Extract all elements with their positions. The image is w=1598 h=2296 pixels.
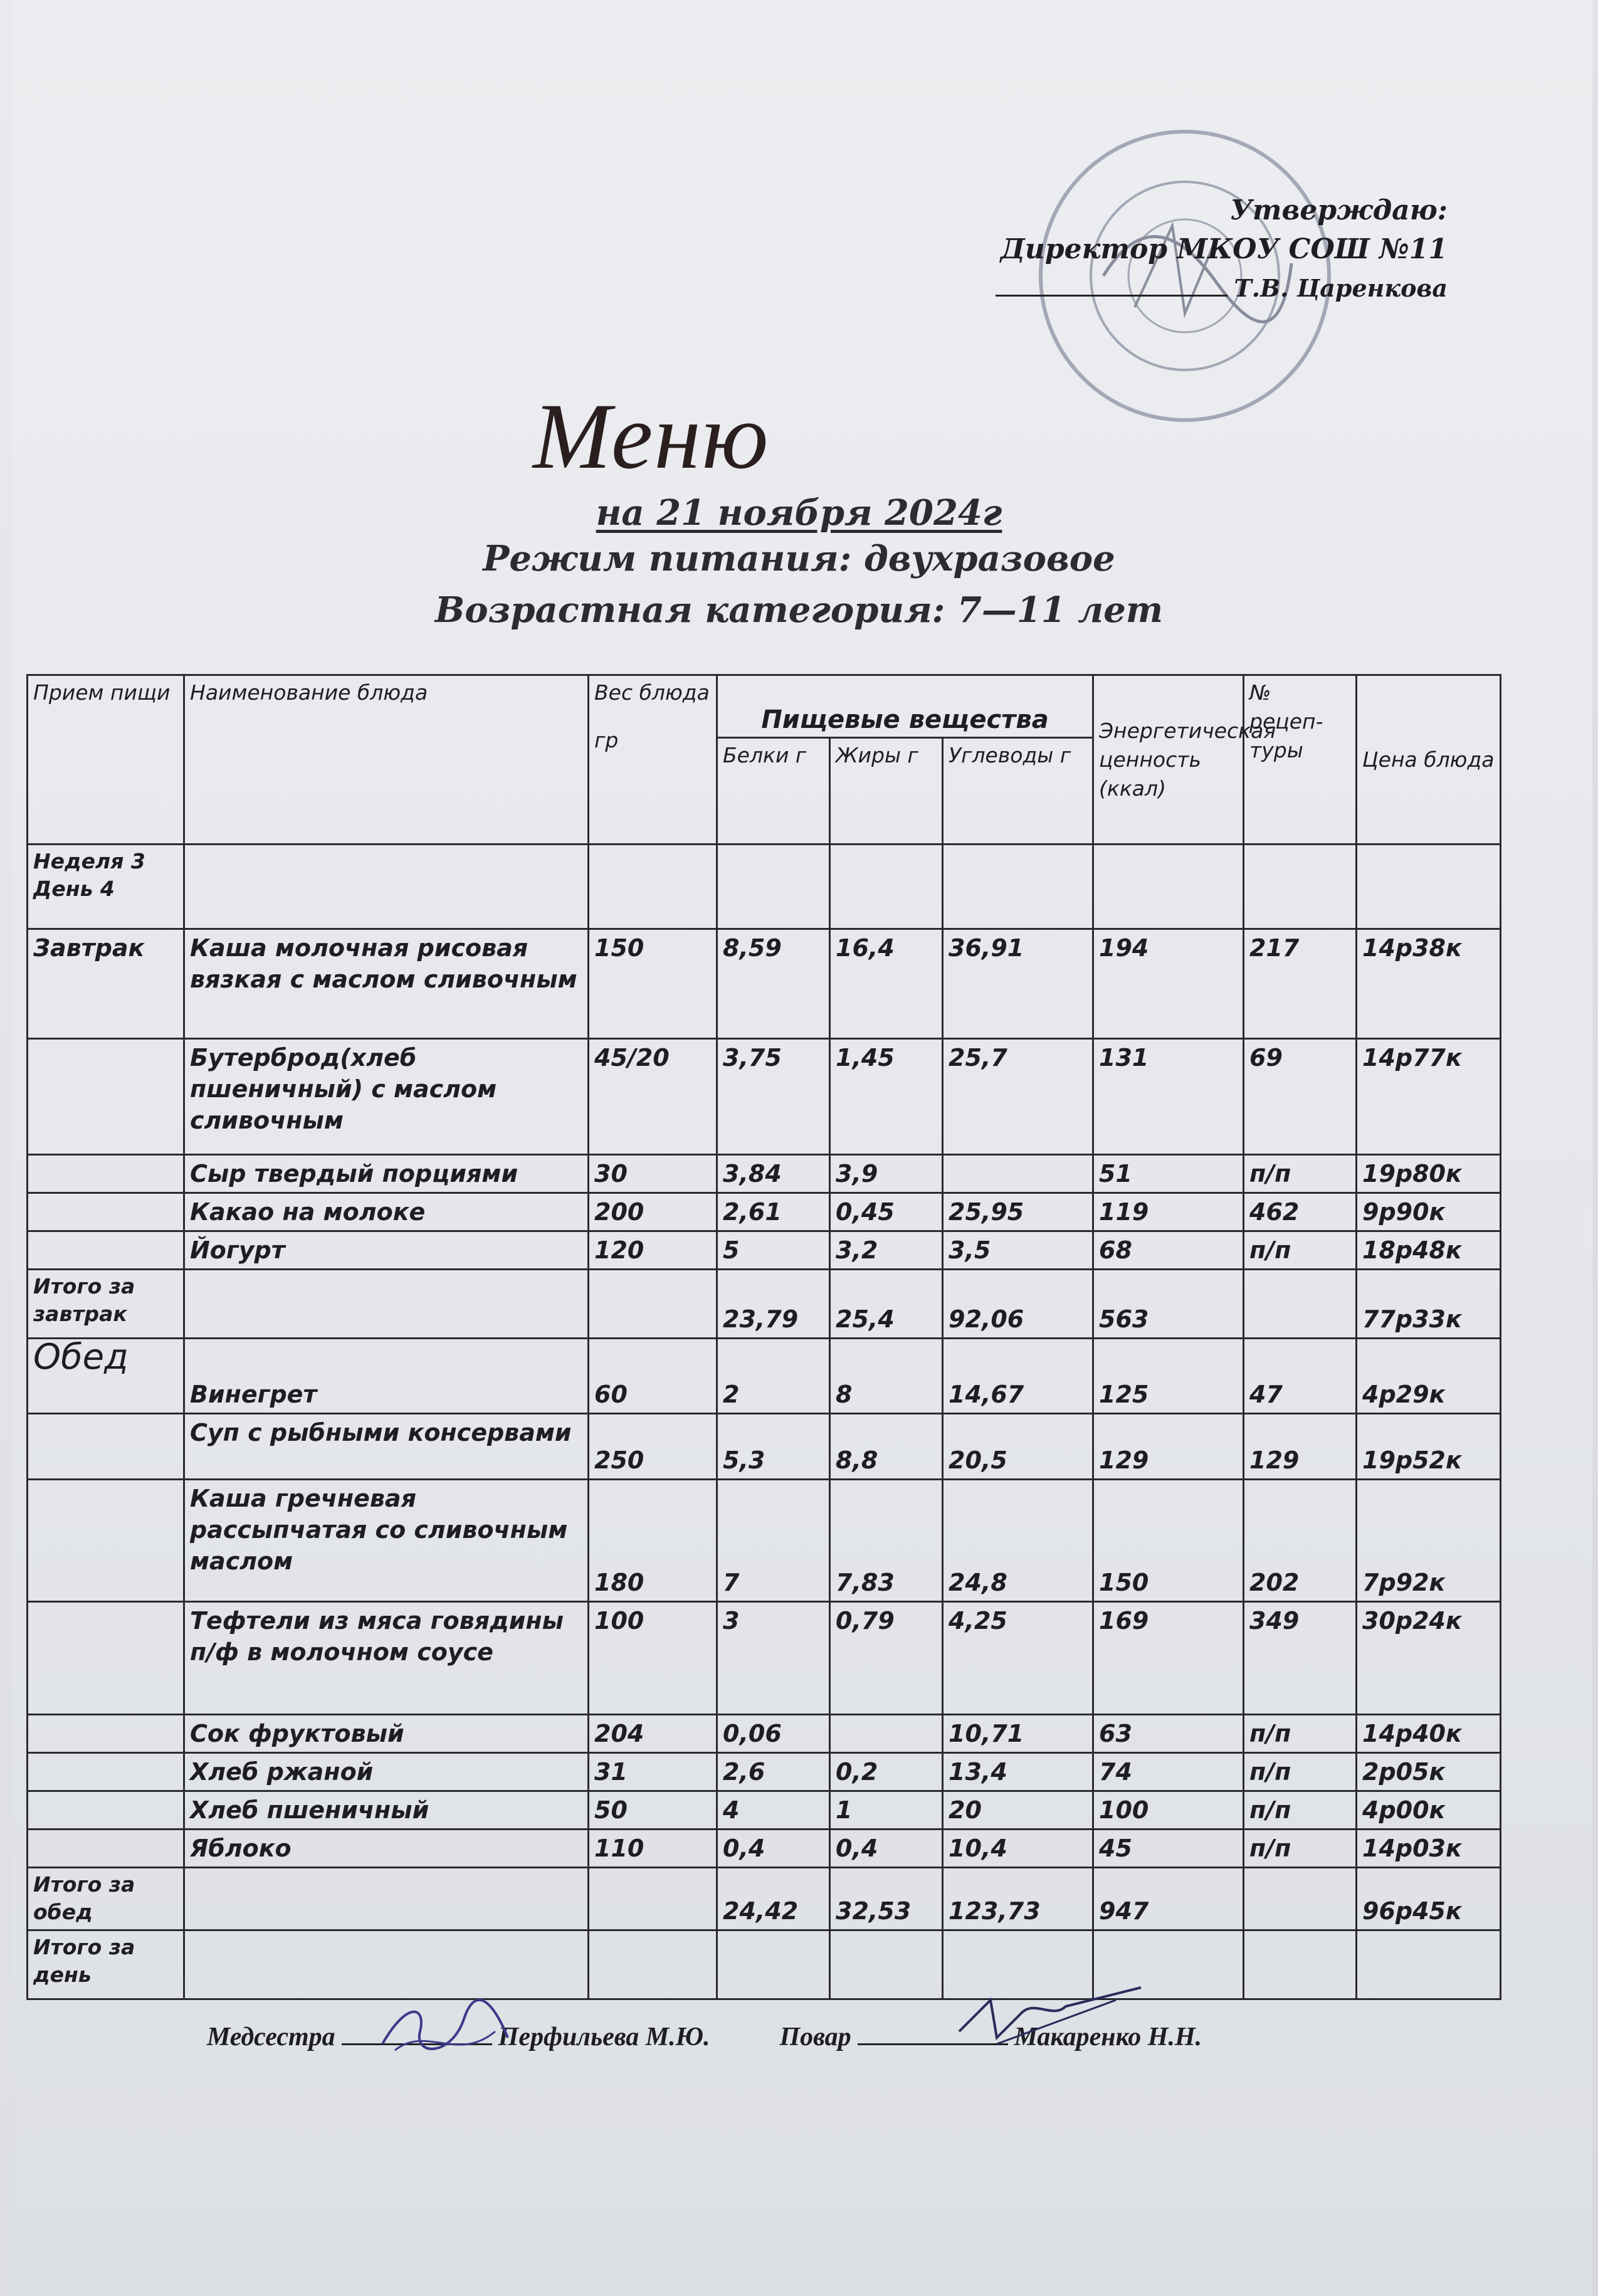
cell-weight: 30 [589,1155,717,1193]
cook-signature-icon [953,1975,1154,2056]
cell-price: 19р52к [1357,1414,1501,1480]
cell-meal [28,1155,184,1193]
cell-price: 9р90к [1357,1193,1501,1231]
cell-meal [28,1039,184,1155]
cell-meal [28,1791,184,1830]
table-row [28,1414,1501,1480]
table-row [28,1039,1501,1155]
cell-meal [28,1193,184,1231]
cell-protein: 7 [717,1480,830,1602]
date-line: на 21 ноября 2024г [596,492,1002,534]
cell-weight: 204 [589,1715,717,1753]
cell-price: 14р03к [1357,1830,1501,1868]
cell-meal: Завтрак [28,929,184,1039]
cell-carbs: 14,67 [943,1339,1093,1414]
cook-label: Повар [779,2023,851,2051]
cell-recipe [1244,1930,1357,1999]
cell-energy: 150 [1093,1480,1244,1602]
cell-price: 19р80к [1357,1155,1501,1193]
cell-meal [28,1480,184,1602]
cell-protein: 5 [717,1231,830,1270]
cell-energy: 119 [1093,1193,1244,1231]
cell-price: 30р24к [1357,1602,1501,1715]
cell-carbs: 36,91 [943,929,1093,1039]
cell-protein: 0,4 [717,1830,830,1868]
cell-meal [28,1231,184,1270]
cell-energy: 194 [1093,929,1244,1039]
cell-recipe: п/п [1244,1791,1357,1830]
cell-protein: 3,75 [717,1039,830,1155]
table-row [28,1193,1501,1231]
cell-dish: Тефтели из мяса говядины п/ф в молочном соусе [184,1602,589,1715]
cell-recipe: п/п [1244,1155,1357,1193]
cell-dish: Хлеб пшеничный [184,1791,589,1830]
cell-weight: 50 [589,1791,717,1830]
header-energy: Энергетическая ценность (ккал) [1093,675,1244,845]
cell-dish: Хлеб ржаной [184,1753,589,1791]
cell-carbs: 10,71 [943,1715,1093,1753]
cell-dish: Каша молочная рисовая вязкая с маслом сливочным [184,929,589,1039]
cell-weight: 250 [589,1414,717,1480]
cell-energy: 129 [1093,1414,1244,1480]
cell-energy: 74 [1093,1753,1244,1791]
cell-recipe: 462 [1244,1193,1357,1231]
cell-fat: 3,2 [830,1231,943,1270]
header-protein: Белки г [717,738,830,845]
table-row [28,1830,1501,1868]
approval-block [996,191,1448,308]
cell-meal: Итого за завтрак [28,1270,184,1339]
cell-price: 77р33к [1357,1270,1501,1339]
nurse-signature-icon [370,1988,520,2069]
cell-carbs: 3,5 [943,1231,1093,1270]
cell-recipe: п/п [1244,1715,1357,1753]
cell-energy: 563 [1093,1270,1244,1339]
cell-energy: 51 [1093,1155,1244,1193]
cell-fat: 25,4 [830,1270,943,1339]
mode-line: Режим питания: двухразовое [483,538,1115,579]
cell-recipe [1244,1868,1357,1930]
cell-dish [184,1868,589,1930]
cell-carbs [943,1155,1093,1193]
cell-carbs: 123,73 [943,1868,1093,1930]
age-line: Возрастная категория: 7—11 лет [434,589,1164,631]
table-row [28,929,1501,1039]
header-fat: Жиры г [830,738,943,845]
cell-dish: Йогурт [184,1231,589,1270]
cell-carbs: 20,5 [943,1414,1093,1480]
signature-line [996,288,1227,297]
cook-name: Макаренко Н.Н. [1014,2023,1202,2051]
cell-price: 14р77к [1357,1039,1501,1155]
cell-weight: 180 [589,1480,717,1602]
cell-recipe: 47 [1244,1339,1357,1414]
cell-carbs: 4,25 [943,1602,1093,1715]
table-row [28,1930,1501,1999]
table-row [28,1753,1501,1791]
cell-recipe: 69 [1244,1039,1357,1155]
cell-recipe [1244,1270,1357,1339]
approval-line-2: Директор МКОУ СОШ №11 [1000,233,1448,265]
header-recipe: № рецеп-туры [1244,675,1357,845]
cell-dish [184,1270,589,1339]
cell-fat: 0,2 [830,1753,943,1791]
table-row [28,1231,1501,1270]
header-carbs: Углеводы г [943,738,1093,845]
menu-table [26,674,1501,2000]
cell-fat: 0,4 [830,1830,943,1868]
cell-weight [589,1270,717,1339]
cell-recipe: 349 [1244,1602,1357,1715]
cell-weight: 31 [589,1753,717,1791]
cell-recipe: 202 [1244,1480,1357,1602]
cell-recipe: п/п [1244,1231,1357,1270]
cell-price [1357,1930,1501,1999]
cell-protein: 2,61 [717,1193,830,1231]
cell-carbs: 13,4 [943,1753,1093,1791]
cell-fat: 0,79 [830,1602,943,1715]
nurse-label: Медсестра [207,2023,335,2051]
cell-meal: Обед [28,1339,184,1414]
cell-fat: 1 [830,1791,943,1830]
cell-meal [28,1753,184,1791]
cell-price: 4р00к [1357,1791,1501,1830]
cell-carbs: 25,7 [943,1039,1093,1155]
cell-protein: 2,6 [717,1753,830,1791]
cell-weight: 200 [589,1193,717,1231]
cell-dish: Винегрет [184,1339,589,1414]
cell-carbs: 24,8 [943,1480,1093,1602]
cell-energy: 947 [1093,1868,1244,1930]
header-price: Цена блюда [1357,675,1501,845]
cell-carbs: 10,4 [943,1830,1093,1868]
nurse-name: Перфильева М.Ю. [498,2023,710,2051]
page-title: Меню [533,384,770,488]
cell-meal [28,1602,184,1715]
cell-protein: 23,79 [717,1270,830,1339]
header-weight: Вес блюда гр [589,675,717,845]
table-row [28,1270,1501,1339]
cell-weight: 120 [589,1231,717,1270]
cell-weight [589,1868,717,1930]
cell-fat [830,1715,943,1753]
cell-weight [589,1930,717,1999]
cell-meal [28,1715,184,1753]
cell-meal [28,1830,184,1868]
table-row [28,1155,1501,1193]
cell-dish: Яблоко [184,1830,589,1868]
cell-meal [28,1414,184,1480]
cell-fat: 8,8 [830,1414,943,1480]
week-label: Неделя 3 День 4 [28,845,184,929]
cell-fat: 32,53 [830,1868,943,1930]
cell-energy: 169 [1093,1602,1244,1715]
cell-protein: 0,06 [717,1715,830,1753]
cell-energy: 45 [1093,1830,1244,1868]
cell-protein: 8,59 [717,929,830,1039]
cell-protein: 24,42 [717,1868,830,1930]
cell-dish: Каша гречневая рассыпчатая со сливочным маслом [184,1480,589,1602]
cell-energy: 68 [1093,1231,1244,1270]
cell-protein: 5,3 [717,1414,830,1480]
cell-recipe: 217 [1244,929,1357,1039]
cell-fat [830,1930,943,1999]
cell-dish: Сыр твердый порциями [184,1155,589,1193]
cell-protein: 3 [717,1602,830,1715]
approval-line-3: Т.В. Царенкова [1234,274,1448,302]
cell-price: 4р29к [1357,1339,1501,1414]
cell-fat: 1,45 [830,1039,943,1155]
table-row [28,1480,1501,1602]
cell-dish: Суп с рыбными консервами [184,1414,589,1480]
header-meal: Прием пищи [28,675,184,845]
table-row [28,1602,1501,1715]
cell-price: 14р40к [1357,1715,1501,1753]
cell-carbs: 25,95 [943,1193,1093,1231]
cell-carbs: 20 [943,1791,1093,1830]
cell-weight: 60 [589,1339,717,1414]
cell-weight: 110 [589,1830,717,1868]
cell-price: 7р92к [1357,1480,1501,1602]
cell-dish: Бутерброд(хлеб пшеничный) с маслом сливочным [184,1039,589,1155]
cell-weight: 100 [589,1602,717,1715]
cell-fat: 7,83 [830,1480,943,1602]
cell-recipe: 129 [1244,1414,1357,1480]
cell-price: 14р38к [1357,929,1501,1039]
cell-carbs: 92,06 [943,1270,1093,1339]
cell-recipe: п/п [1244,1830,1357,1868]
cell-fat: 16,4 [830,929,943,1039]
table-row [28,1791,1501,1830]
cell-protein: 4 [717,1791,830,1830]
cell-weight: 45/20 [589,1039,717,1155]
cell-price: 96р45к [1357,1868,1501,1930]
cell-price: 18р48к [1357,1231,1501,1270]
cell-fat: 8 [830,1339,943,1414]
cell-meal: Итого за день [28,1930,184,1999]
cell-energy: 100 [1093,1791,1244,1830]
cell-meal: Итого за обед [28,1868,184,1930]
cell-protein: 2 [717,1339,830,1414]
cell-weight: 150 [589,929,717,1039]
approval-line-1: Утверждаю: [1230,194,1448,226]
cell-protein [717,1930,830,1999]
cell-energy: 63 [1093,1715,1244,1753]
cell-fat: 3,9 [830,1155,943,1193]
table-row [28,1339,1501,1414]
cell-dish: Какао на молоке [184,1193,589,1231]
cell-energy: 125 [1093,1339,1244,1414]
cell-fat: 0,45 [830,1193,943,1231]
header-nutrients: Пищевые вещества [717,675,1093,738]
cell-dish: Сок фруктовый [184,1715,589,1753]
table-row [28,1868,1501,1930]
cell-recipe: п/п [1244,1753,1357,1791]
table-row [28,1715,1501,1753]
cell-protein: 3,84 [717,1155,830,1193]
cell-price: 2р05к [1357,1753,1501,1791]
cell-energy: 131 [1093,1039,1244,1155]
header-dish: Наименование блюда [184,675,589,845]
